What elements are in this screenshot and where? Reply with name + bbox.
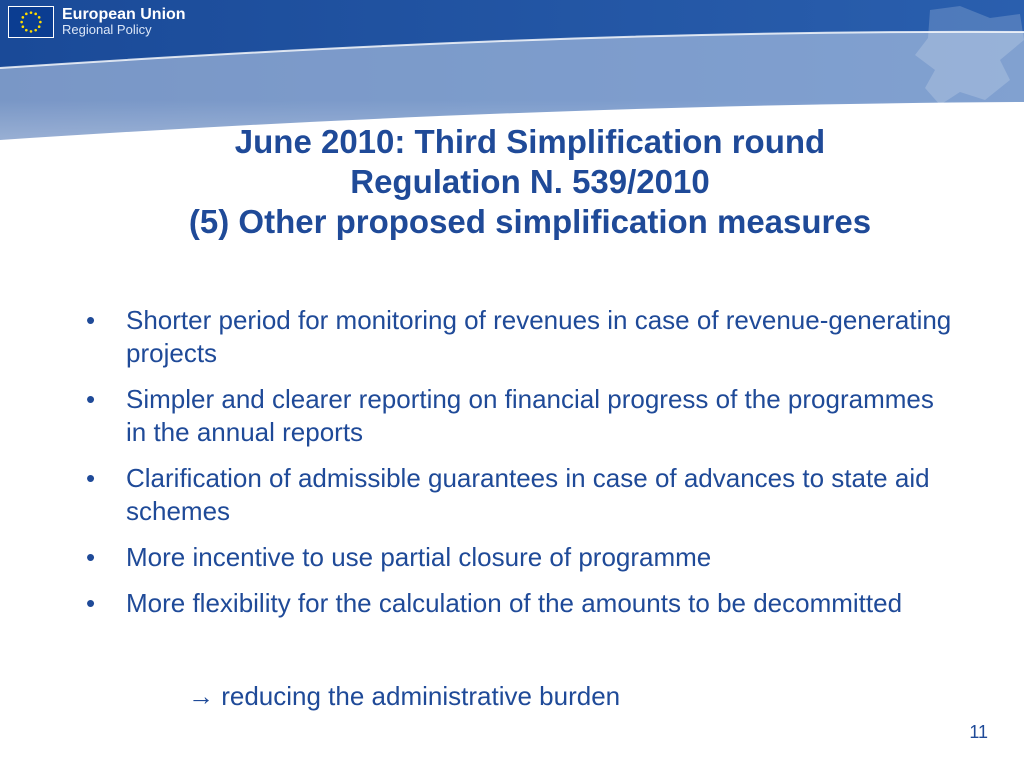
logo-text — [62, 7, 186, 37]
bullet-list — [86, 304, 956, 633]
bullet-marker: • — [86, 588, 96, 618]
bullet-text: Shorter period for monitoring of revenues in case of revenue-generating projects — [126, 305, 952, 368]
bullet-text: Simpler and clearer reporting on financial progress of the programmes in the annual reports — [126, 384, 934, 447]
slide-title — [80, 122, 980, 242]
bullet-marker: • — [86, 542, 96, 572]
bullet-marker: • — [86, 384, 96, 414]
bullet-text: More flexibility for the calculation of the amounts to be decommitted — [126, 588, 903, 618]
conclusion-text: → reducing the administrative burden — [188, 681, 621, 711]
bullet-text: Clarification of admissible guarantees in case of advances to state aid schemes — [126, 463, 930, 526]
eu-flag-icon — [8, 6, 54, 38]
slide-title-line-1: June 2010: Third Simplification round — [234, 123, 826, 160]
bullet-item — [86, 383, 956, 449]
eu-regional-policy-logo — [8, 5, 186, 39]
bullet-item — [86, 462, 956, 528]
bullet-item — [86, 541, 956, 574]
page-number: 11 — [969, 722, 988, 742]
logo-organization-name: European Union — [62, 6, 186, 23]
bullet-text: More incentive to use partial closure of programme — [126, 542, 712, 572]
logo-department-name: Regional Policy — [62, 22, 152, 37]
bullet-item — [86, 304, 956, 370]
bullet-marker: • — [86, 305, 96, 335]
bullet-marker: • — [86, 463, 96, 493]
slide-title-line-3: (5) Other proposed simplification measures — [188, 203, 872, 240]
slide-title-line-2: Regulation N. 539/2010 — [350, 163, 710, 200]
bullet-item — [86, 587, 956, 620]
